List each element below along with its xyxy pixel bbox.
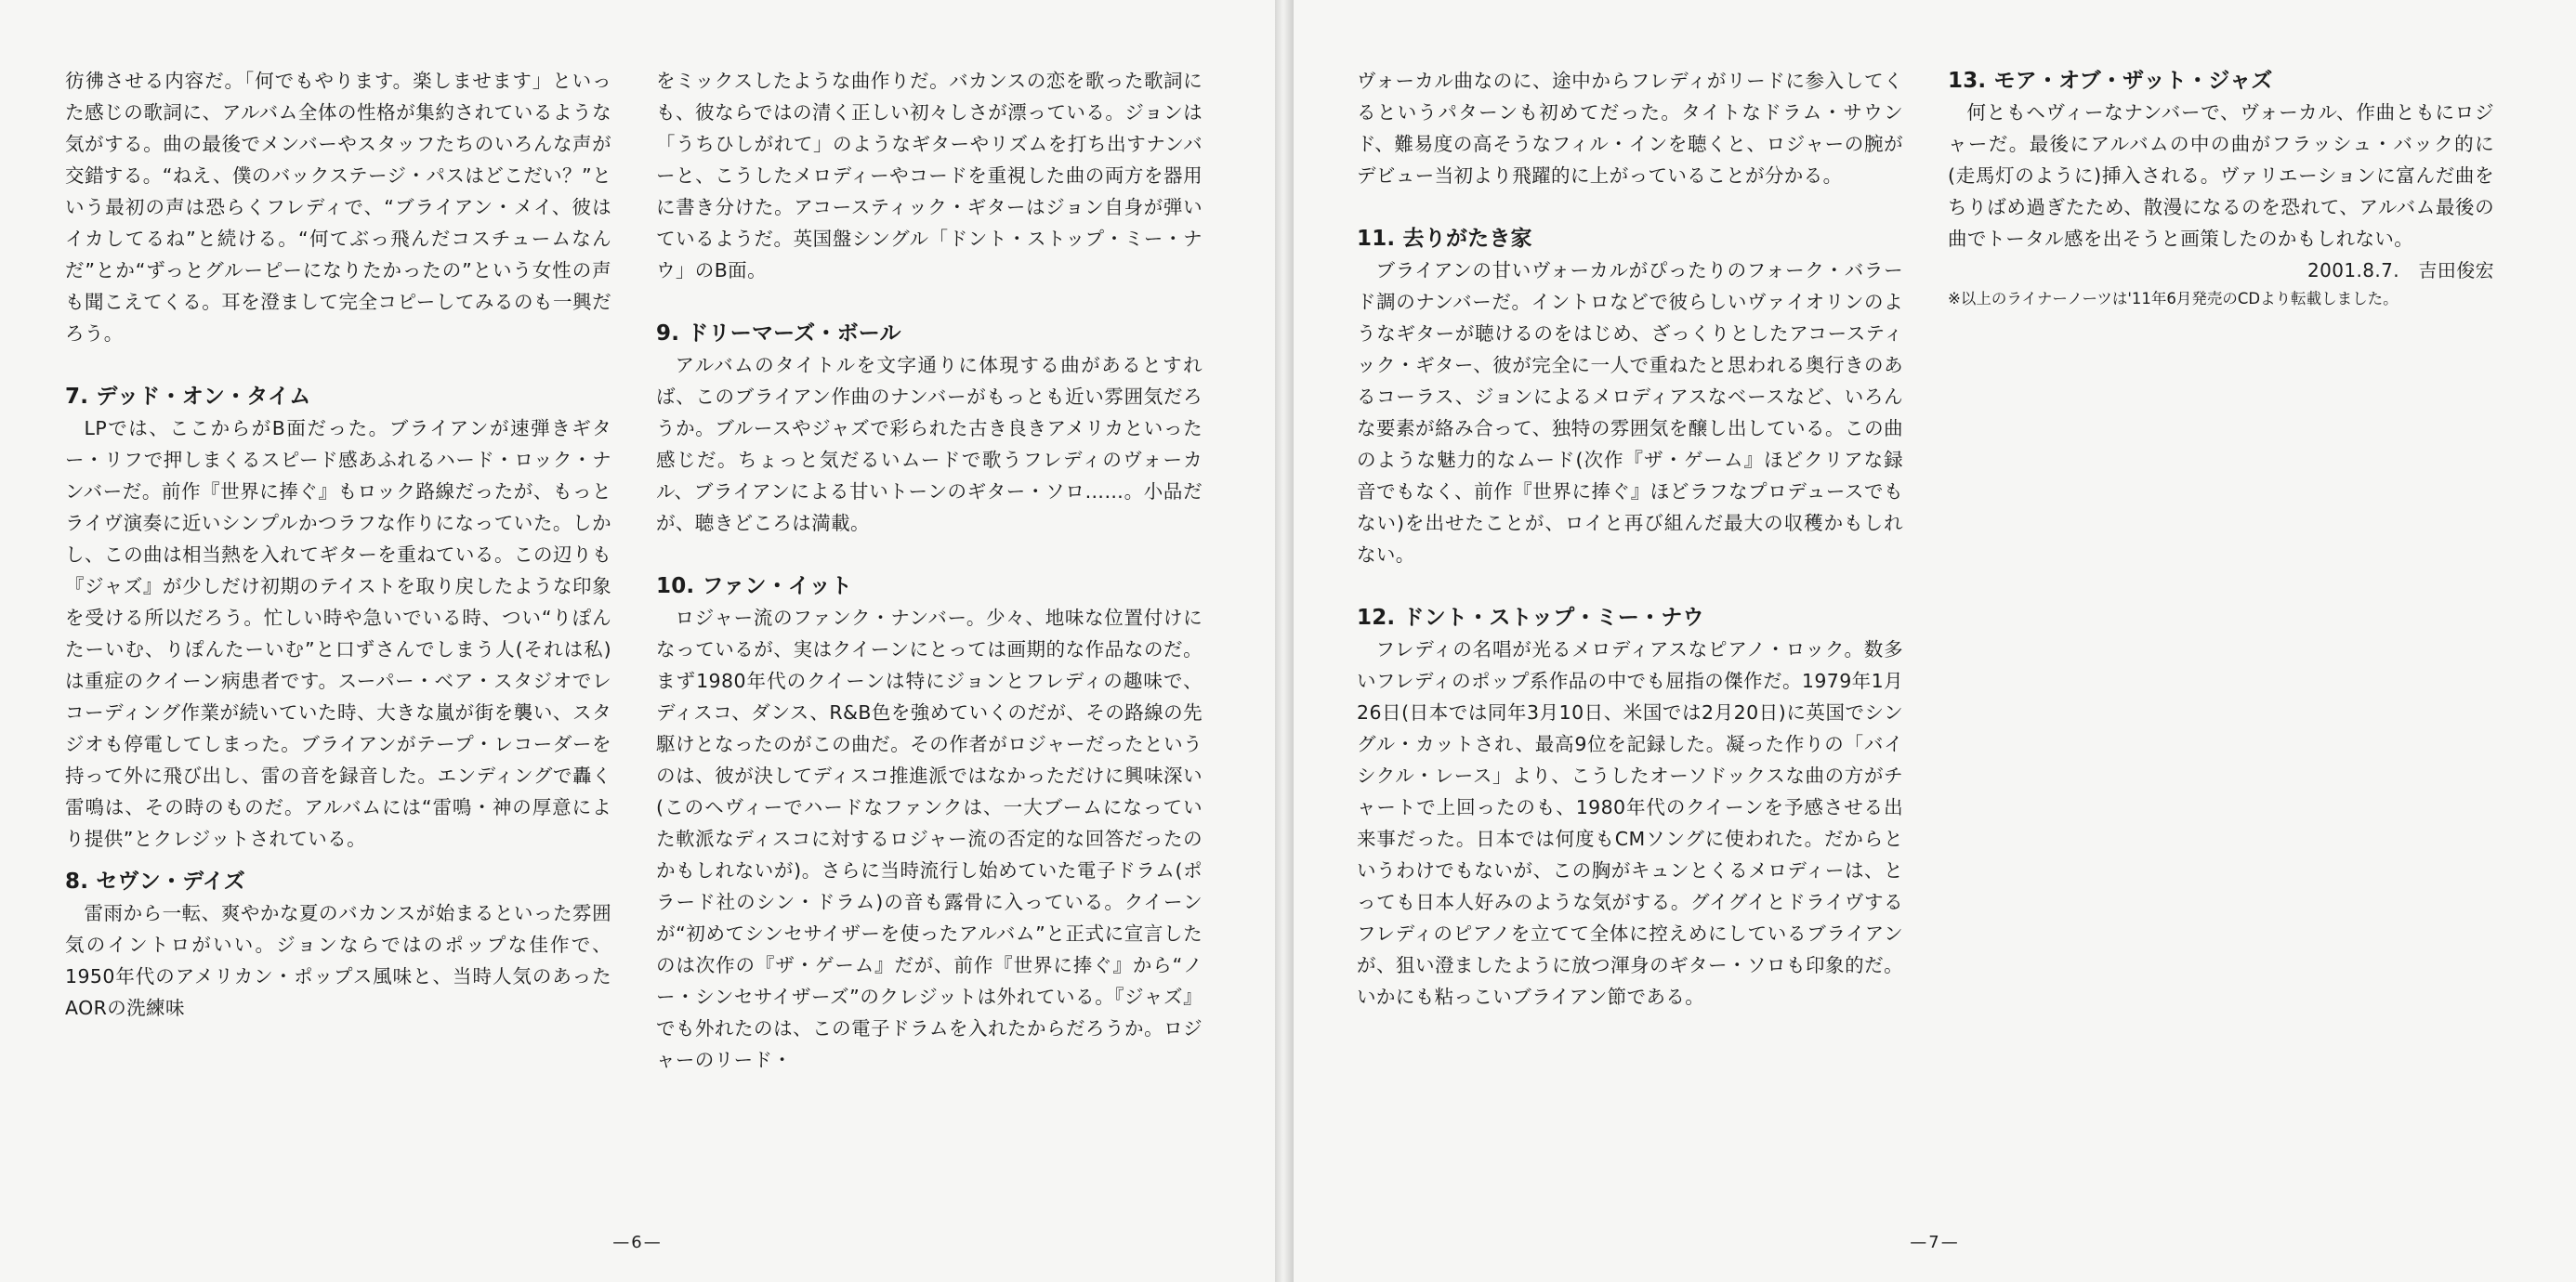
heading-track-9: 9. ドリーマーズ・ボール [656, 321, 901, 346]
page-number-right: —7— [1910, 1233, 1960, 1252]
left-column-1 [65, 65, 611, 1180]
page-number-left: —6— [612, 1233, 663, 1252]
paragraph-track-12: フレディの名唱が光るメロディアスなピアノ・ロック。数多いフレディのポップ系作品の中でも屈指の傑作だ。1979年1月26日(日本では同年3月10日、米国では2月20日)に英国でシングル・カットされ、最高9位を記録した。凝った作りの「バイシクル・レース」より、こうしたオーソドックスな曲の方がチャートで上回ったのも、1980年代のクイーンを予感させる出来事だった。日本では何度もCMソングに使われた。だからというわけでもないが、この胸がキュンとくるメロディーは、とっても日本人好みのような気がする。グイグイとドライヴするフレディのピアノを立てて全体に控えめにしているブライアンが、狙い澄ましたように放つ渾身のギター・ソロも印象的だ。いかにも粘っこいブライアン節である。 [1357, 638, 1903, 1008]
heading-track-8: 8. セヴン・デイズ [65, 870, 245, 894]
heading-track-10: 10. ファン・イット [656, 574, 853, 598]
left-page-columns [65, 65, 1229, 1180]
paragraph-track-10-continued: ヴォーカル曲なのに、途中からフレディがリードに参入してくるというパターンも初めてだった。タイトなドラム・サウンド、難易度の高そうなフィル・インを聴くと、ロジャーの腕がデビュー当初より飛躍的に上がっていることが分かる。 [1357, 70, 1903, 187]
paragraph-track-8-continued: をミックスしたような曲作りだ。バカンスの恋を歌った歌詞にも、彼ならではの清く正しい初々しさが漂っている。ジョンは「うちひしがれて」のようなギターやリズムを打ち出すナンバーと、こうしたメロディーやコードを重視した曲の両方を器用に書き分けた。アコースティック・ギターはジョン自身が弾いているようだ。英国盤シングル「ドント・ストップ・ミー・ナウ」のB面。 [656, 70, 1203, 281]
paragraph-track-8: 雷雨から一転、爽やかな夏のバカンスが始まるといった雰囲気のイントロがいい。ジョンならではのポップな佳作で、1950年代のアメリカン・ポップス風味と、当時人気のあったAORの洗練味 [65, 902, 611, 1019]
paragraph-intro-continued: 彷彿させる内容だ。「何でもやります。楽しませます」といった感じの歌詞に、アルバム全体の性格が集約されているような気がする。曲の最後でメンバーやスタッフたちのいろんな声が交錯する。“ねえ、僕のバックステージ・パスはどこだい？”という最初の声は恐らくフレディで、“ブライアン・メイ、彼はイカしてるね”と続ける。“何てぶっ飛んだコスチュームなんだ”とか“ずっとグルーピーになりたかったの”という女性の声も聞こえてくる。耳を澄まして完全コピーしてみるのも一興だろう。 [65, 70, 611, 345]
heading-track-12: 12. ドント・ストップ・ミー・ナウ [1357, 606, 1704, 630]
right-page [1294, 0, 2576, 1282]
heading-track-11: 11. 去りがたき家 [1357, 227, 1532, 251]
right-column-1 [1357, 65, 1903, 1180]
paragraph-track-11: ブライアンの甘いヴォーカルがぴったりのフォーク・バラード調のナンバーだ。イントロなどで彼らしいヴァイオリンのようなギターが聴けるのをはじめ、ざっくりとしたアコースティック・ギター、彼が完全に一人で重ねたと思われる奥行きのあるコーラス、ジョンによるメロディアスなベースなど、いろんな要素が絡み合って、独特の雰囲気を醸し出している。この曲のような魅力的なムード(次作『ザ・ゲーム』ほどクリアな録音でもなく、前作『世界に捧ぐ』ほどラフなプロデュースでもない)を出せたことが、ロイと再び組んだ最大の収穫かもしれない。 [1357, 259, 1903, 566]
reprint-note: ※以上のライナーノーツは'11年6月発売のCDより転載しました。 [1948, 290, 2399, 307]
right-column-2 [1948, 65, 2494, 1180]
paragraph-track-10: ロジャー流のファンク・ナンバー。少々、地味な位置付けになっているが、実はクイーンにとっては画期的な作品なのだ。まず1980年代のクイーンは特にジョンとフレディの趣味で、ディスコ、ダンス、R&B色を強めていくのだが、その路線の先駆けとなったのがこの曲だ。その作者がロジャーだったというのは、彼が決してディスコ推進派ではなかっただけに興味深い(このヘヴィーでハードなファンクは、一大ブームになっていた軟派なディスコに対するロジャー流の否定的な回答だったのかもしれないが)。さらに当時流行し始めていた電子ドラム(ポラード社のシン・ドラム)の音も露骨に入っている。クイーンが“初めてシンセサイザーを使ったアルバム”と正式に宣言したのは次作の『ザ・ゲーム』だが、前作『世界に捧ぐ』から“ノー・シンセサイザーズ”のクレジットは外れている。『ジャズ』でも外れたのは、この電子ドラムを入れたからだろうか。ロジャーのリード・ [656, 607, 1203, 1071]
paragraph-track-13: 何ともヘヴィーなナンバーで、ヴォーカル、作曲ともにロジャーだ。最後にアルバムの中の曲がフラッシュ・バック的に(走馬灯のように)挿入される。ヴァリエーションに富んだ曲をちりばめ過ぎたため、散漫になるのを恐れて、アルバム最後の曲でトータル感を出そうと画策したのかもしれない。 [1948, 101, 2494, 250]
heading-track-7: 7. デッド・オン・タイム [65, 385, 311, 409]
left-column-2 [656, 65, 1203, 1180]
paragraph-track-9: アルバムのタイトルを文字通りに体現する曲があるとすれば、このブライアン作曲のナンバーがもっとも近い雰囲気だろうか。ブルースやジャズで彩られた古き良きアメリカといった感じだ。ちょっと気だるいムードで歌うフレディのヴォーカル、ブライアンによる甘いトーンのギター・ソロ……。小品だが、聴きどころは満載。 [656, 354, 1203, 534]
author-signature: 2001.8.7. 吉田俊宏 [2307, 259, 2494, 281]
heading-track-13: 13. モア・オブ・ザット・ジャズ [1948, 69, 2273, 93]
left-page [0, 0, 1275, 1282]
paragraph-track-7: LPでは、ここからがB面だった。ブライアンが速弾きギター・リフで押しまくるスピード感あふれるハード・ロック・ナンバーだ。前作『世界に捧ぐ』もロック路線だったが、もっとライヴ演奏に近いシンプルかつラフな作りになっていた。しかし、この曲は相当熱を入れてギターを重ねている。この辺りも『ジャズ』が少しだけ初期のテイストを取り戻したような印象を受ける所以だろう。忙しい時や急いでいる時、つい“りぽんたーいむ、りぽんたーいむ”と口ずさんでしまう人(それは私)は重症のクイーン病患者です。スーパー・ベア・スタジオでレコーディング作業が続いていた時、大きな嵐が街を襲い、スタジオも停電してしまった。ブライアンがテープ・レコーダーを持って外に飛び出し、雷の音を録音した。エンディングで轟く雷鳴は、その時のものだ。アルバムには“雷鳴・神の厚意により提供”とクレジットされている。 [65, 417, 611, 850]
right-page-columns [1357, 65, 2520, 1180]
book-gutter [1275, 0, 1294, 1282]
